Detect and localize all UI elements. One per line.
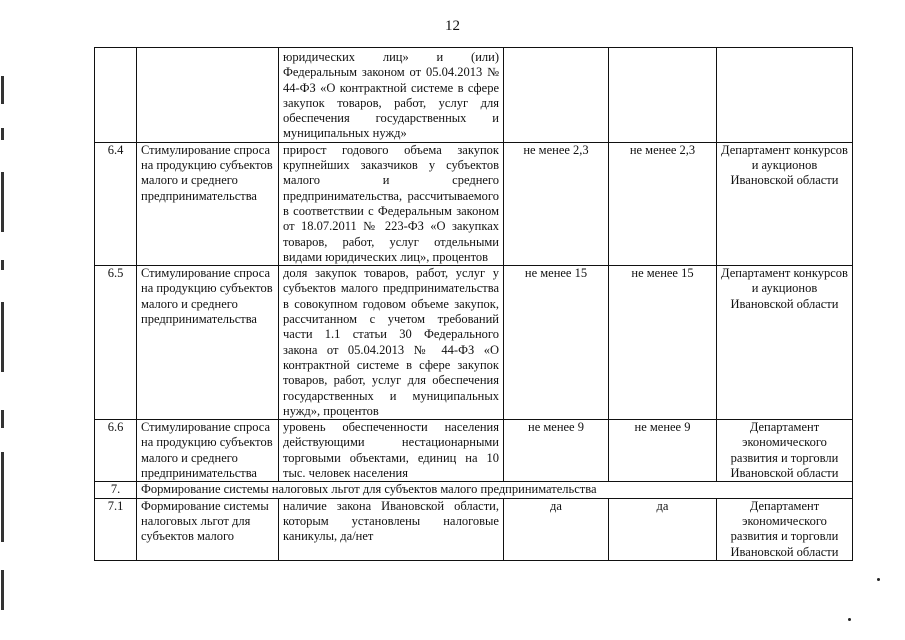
- responsible-org: [717, 48, 853, 143]
- responsible-org: Департамент экономического развития и торговли Ивановской области: [717, 498, 853, 560]
- event-name: Стимулирование спроса на продукцию субъектов малого и среднего предпринимательства: [137, 420, 279, 482]
- scan-speck: [877, 578, 880, 581]
- responsible-org: Департамент экономического развития и торговли Ивановской области: [717, 420, 853, 482]
- row-number: 6.6: [95, 420, 137, 482]
- scan-edge-marks: [0, 40, 6, 640]
- target-value-1: не менее 2,3: [504, 142, 609, 265]
- event-name: Стимулирование спроса на продукцию субъектов малого и среднего предпринимательства: [137, 142, 279, 265]
- section-row: [95, 482, 853, 498]
- target-value-1: да: [504, 498, 609, 560]
- table-row: [95, 420, 853, 482]
- page-number: 12: [445, 18, 460, 34]
- target-value-1: [504, 48, 609, 143]
- target-value-2: не менее 9: [609, 420, 717, 482]
- event-name: Стимулирование спроса на продукцию субъектов малого и среднего предпринимательства: [137, 266, 279, 420]
- table-row: [95, 266, 853, 420]
- row-number: 6.5: [95, 266, 137, 420]
- row-number: [95, 48, 137, 143]
- target-value-1: не менее 15: [504, 266, 609, 420]
- target-value-2: не менее 2,3: [609, 142, 717, 265]
- section-number: 7.: [95, 482, 137, 498]
- indicator-text: прирост годового объема закупок крупнейших заказчиков у субъектов малого и среднего предпринимательства, рассчитываемого в соответствии с Федеральным законом от 18.07.2011 № 223-ФЗ «О закупках товаров, работ, услуг отдельными видами юридических лиц», процентов: [279, 142, 504, 265]
- responsible-org: Департамент конкурсов и аукционов Ивановской области: [717, 142, 853, 265]
- row-number: 6.4: [95, 142, 137, 265]
- scan-speck: [848, 618, 851, 621]
- target-value-2: не менее 15: [609, 266, 717, 420]
- indicator-text: наличие закона Ивановской области, которым установлены налоговые каникулы, да/нет: [279, 498, 504, 560]
- table-row: [95, 498, 853, 560]
- target-value-2: [609, 48, 717, 143]
- indicator-text: юридических лиц» и (или) Федеральным законом от 05.04.2013 № 44-ФЗ «О контрактной системе в сфере закупок товаров, работ, услуг для обеспечения государственных и муниципальных нужд»: [279, 48, 504, 143]
- event-name: [137, 48, 279, 143]
- indicator-text: доля закупок товаров, работ, услуг у субъектов малого предпринимательства в совокупном годовом объеме закупок, рассчитанном с учетом требований части 1.1 статьи 30 Федерального закона от 05.04.2013 № 44-ФЗ «О контрактной системе в сфере закупок товаров, работ, услуг для обеспечения государственных и муниципальных нужд», процентов: [279, 266, 504, 420]
- row-number: 7.1: [95, 498, 137, 560]
- events-table: [94, 47, 853, 561]
- target-value-1: не менее 9: [504, 420, 609, 482]
- section-title: Формирование системы налоговых льгот для субъектов малого предпринимательства: [137, 482, 853, 498]
- table-row: [95, 142, 853, 265]
- table-row: [95, 48, 853, 143]
- indicator-text: уровень обеспеченности населения действующими нестационарными торговыми объектами, единиц на 10 тыс. человек населения: [279, 420, 504, 482]
- event-name: Формирование системы налоговых льгот для субъектов малого: [137, 498, 279, 560]
- target-value-2: да: [609, 498, 717, 560]
- responsible-org: Департамент конкурсов и аукционов Ивановской области: [717, 266, 853, 420]
